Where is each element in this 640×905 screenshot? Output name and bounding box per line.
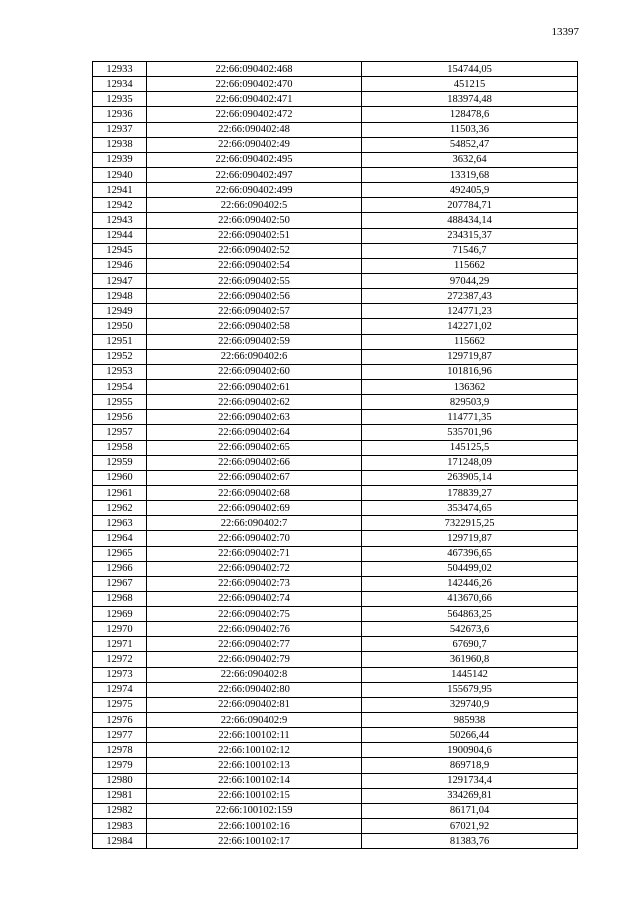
table-row [93, 152, 578, 167]
cadastral-value-cell: 869718,9 [362, 758, 578, 773]
table-row [93, 92, 578, 107]
cadastral-value-cell: 234315,37 [362, 228, 578, 243]
cadastral-number-cell: 22:66:090402:51 [147, 228, 362, 243]
cadastral-value-cell: 67690,7 [362, 637, 578, 652]
cadastral-number-cell: 22:66:090402:59 [147, 334, 362, 349]
table-row [93, 788, 578, 803]
table-row [93, 607, 578, 622]
table-row [93, 304, 578, 319]
row-number-cell: 12976 [93, 713, 147, 728]
cadastral-number-cell: 22:66:090402:60 [147, 364, 362, 379]
row-number-cell: 12941 [93, 183, 147, 198]
cadastral-number-cell: 22:66:090402:468 [147, 62, 362, 77]
table-row [93, 834, 578, 849]
cadastral-number-cell: 22:66:090402:81 [147, 697, 362, 712]
row-number-cell: 12942 [93, 198, 147, 213]
cadastral-value-cell: 413670,66 [362, 591, 578, 606]
cadastral-value-cell: 542673,6 [362, 622, 578, 637]
cadastral-value-cell: 535701,96 [362, 425, 578, 440]
table-row [93, 531, 578, 546]
cadastral-number-cell: 22:66:100102:13 [147, 758, 362, 773]
page-number: 13397 [551, 26, 579, 38]
row-number-cell: 12963 [93, 516, 147, 531]
table-row [93, 319, 578, 334]
row-number-cell: 12934 [93, 77, 147, 92]
table-row [93, 364, 578, 379]
table-row [93, 561, 578, 576]
table-row [93, 470, 578, 485]
table-row [93, 546, 578, 561]
cadastral-number-cell: 22:66:090402:65 [147, 440, 362, 455]
cadastral-number-cell: 22:66:090402:70 [147, 531, 362, 546]
table-row [93, 289, 578, 304]
cadastral-value-cell: 11503,36 [362, 122, 578, 137]
cadastral-number-cell: 22:66:090402:54 [147, 258, 362, 273]
cadastral-value-cell: 67021,92 [362, 819, 578, 834]
cadastral-number-cell: 22:66:090402:64 [147, 425, 362, 440]
table-row [93, 819, 578, 834]
cadastral-value-table [92, 61, 578, 849]
cadastral-value-cell: 1445142 [362, 667, 578, 682]
row-number-cell: 12945 [93, 243, 147, 258]
cadastral-number-cell: 22:66:090402:61 [147, 379, 362, 394]
row-number-cell: 12981 [93, 788, 147, 803]
row-number-cell: 12938 [93, 137, 147, 152]
cadastral-value-cell: 142446,26 [362, 576, 578, 591]
row-number-cell: 12947 [93, 273, 147, 288]
cadastral-value-cell: 129719,87 [362, 531, 578, 546]
cadastral-value-cell: 3632,64 [362, 152, 578, 167]
row-number-cell: 12965 [93, 546, 147, 561]
cadastral-number-cell: 22:66:090402:75 [147, 607, 362, 622]
table-row [93, 425, 578, 440]
row-number-cell: 12979 [93, 758, 147, 773]
cadastral-value-cell: 488434,14 [362, 213, 578, 228]
table-row [93, 258, 578, 273]
row-number-cell: 12970 [93, 622, 147, 637]
row-number-cell: 12977 [93, 728, 147, 743]
cadastral-number-cell: 22:66:100102:16 [147, 819, 362, 834]
cadastral-value-cell: 504499,02 [362, 561, 578, 576]
row-number-cell: 12962 [93, 501, 147, 516]
cadastral-number-cell: 22:66:090402:67 [147, 470, 362, 485]
cadastral-number-cell: 22:66:090402:58 [147, 319, 362, 334]
table-row [93, 107, 578, 122]
cadastral-number-cell: 22:66:090402:72 [147, 561, 362, 576]
cadastral-number-cell: 22:66:090402:8 [147, 667, 362, 682]
table-row [93, 228, 578, 243]
row-number-cell: 12939 [93, 152, 147, 167]
table-row [93, 213, 578, 228]
row-number-cell: 12951 [93, 334, 147, 349]
cadastral-value-cell: 451215 [362, 77, 578, 92]
cadastral-number-cell: 22:66:090402:74 [147, 591, 362, 606]
cadastral-number-cell: 22:66:090402:55 [147, 273, 362, 288]
cadastral-value-cell: 145125,5 [362, 440, 578, 455]
row-number-cell: 12968 [93, 591, 147, 606]
cadastral-value-cell: 97044,29 [362, 273, 578, 288]
cadastral-value-cell: 1900904,6 [362, 743, 578, 758]
table-row [93, 198, 578, 213]
cadastral-number-cell: 22:66:090402:73 [147, 576, 362, 591]
table-row [93, 591, 578, 606]
cadastral-value-cell: 71546,7 [362, 243, 578, 258]
table-row [93, 62, 578, 77]
row-number-cell: 12974 [93, 682, 147, 697]
table-row [93, 183, 578, 198]
cadastral-number-cell: 22:66:100102:12 [147, 743, 362, 758]
cadastral-value-cell: 129719,87 [362, 349, 578, 364]
cadastral-value-cell: 829503,9 [362, 395, 578, 410]
row-number-cell: 12969 [93, 607, 147, 622]
cadastral-number-cell: 22:66:100102:159 [147, 803, 362, 818]
cadastral-value-cell: 142271,02 [362, 319, 578, 334]
cadastral-value-cell: 207784,71 [362, 198, 578, 213]
cadastral-value-cell: 115662 [362, 334, 578, 349]
row-number-cell: 12950 [93, 319, 147, 334]
row-number-cell: 12948 [93, 289, 147, 304]
cadastral-number-cell: 22:66:090402:48 [147, 122, 362, 137]
cadastral-value-cell: 115662 [362, 258, 578, 273]
row-number-cell: 12966 [93, 561, 147, 576]
table-row [93, 243, 578, 258]
row-number-cell: 12961 [93, 485, 147, 500]
row-number-cell: 12967 [93, 576, 147, 591]
cadastral-value-cell: 13319,68 [362, 167, 578, 182]
cadastral-value-cell: 353474,65 [362, 501, 578, 516]
cadastral-number-cell: 22:66:090402:63 [147, 410, 362, 425]
cadastral-number-cell: 22:66:090402:9 [147, 713, 362, 728]
cadastral-value-cell: 329740,9 [362, 697, 578, 712]
cadastral-number-cell: 22:66:090402:79 [147, 652, 362, 667]
cadastral-number-cell: 22:66:090402:49 [147, 137, 362, 152]
row-number-cell: 12944 [93, 228, 147, 243]
cadastral-number-cell: 22:66:090402:471 [147, 92, 362, 107]
table-row [93, 667, 578, 682]
cadastral-value-cell: 564863,25 [362, 607, 578, 622]
cadastral-value-cell: 136362 [362, 379, 578, 394]
table-row [93, 455, 578, 470]
row-number-cell: 12980 [93, 773, 147, 788]
row-number-cell: 12949 [93, 304, 147, 319]
cadastral-value-cell: 155679,95 [362, 682, 578, 697]
table-body [93, 62, 578, 849]
cadastral-number-cell: 22:66:090402:80 [147, 682, 362, 697]
cadastral-value-cell: 361960,8 [362, 652, 578, 667]
table-row [93, 77, 578, 92]
row-number-cell: 12959 [93, 455, 147, 470]
table-row [93, 697, 578, 712]
cadastral-value-cell: 492405,9 [362, 183, 578, 198]
cadastral-number-cell: 22:66:090402:57 [147, 304, 362, 319]
row-number-cell: 12984 [93, 834, 147, 849]
cadastral-number-cell: 22:66:100102:14 [147, 773, 362, 788]
table-row [93, 652, 578, 667]
row-number-cell: 12972 [93, 652, 147, 667]
row-number-cell: 12935 [93, 92, 147, 107]
cadastral-number-cell: 22:66:090402:495 [147, 152, 362, 167]
row-number-cell: 12933 [93, 62, 147, 77]
table-row [93, 410, 578, 425]
cadastral-value-cell: 178839,27 [362, 485, 578, 500]
table-row [93, 576, 578, 591]
cadastral-number-cell: 22:66:090402:470 [147, 77, 362, 92]
cadastral-value-cell: 985938 [362, 713, 578, 728]
cadastral-value-cell: 334269,81 [362, 788, 578, 803]
row-number-cell: 12956 [93, 410, 147, 425]
cadastral-number-cell: 22:66:090402:71 [147, 546, 362, 561]
cadastral-value-cell: 467396,65 [362, 546, 578, 561]
table-row [93, 122, 578, 137]
row-number-cell: 12973 [93, 667, 147, 682]
cadastral-value-cell: 272387,43 [362, 289, 578, 304]
table-row [93, 803, 578, 818]
table-row [93, 728, 578, 743]
table-row [93, 682, 578, 697]
table-row [93, 773, 578, 788]
cadastral-value-cell: 54852,47 [362, 137, 578, 152]
cadastral-number-cell: 22:66:090402:6 [147, 349, 362, 364]
cadastral-number-cell: 22:66:100102:17 [147, 834, 362, 849]
row-number-cell: 12958 [93, 440, 147, 455]
cadastral-number-cell: 22:66:090402:62 [147, 395, 362, 410]
cadastral-number-cell: 22:66:090402:5 [147, 198, 362, 213]
row-number-cell: 12954 [93, 379, 147, 394]
table-row [93, 622, 578, 637]
row-number-cell: 12964 [93, 531, 147, 546]
cadastral-number-cell: 22:66:090402:497 [147, 167, 362, 182]
table-row [93, 273, 578, 288]
cadastral-number-cell: 22:66:090402:56 [147, 289, 362, 304]
cadastral-number-cell: 22:66:090402:68 [147, 485, 362, 500]
row-number-cell: 12955 [93, 395, 147, 410]
row-number-cell: 12953 [93, 364, 147, 379]
table-row [93, 334, 578, 349]
table-row [93, 440, 578, 455]
cadastral-number-cell: 22:66:090402:7 [147, 516, 362, 531]
row-number-cell: 12978 [93, 743, 147, 758]
row-number-cell: 12940 [93, 167, 147, 182]
cadastral-number-cell: 22:66:090402:472 [147, 107, 362, 122]
table-row [93, 501, 578, 516]
cadastral-value-cell: 154744,05 [362, 62, 578, 77]
cadastral-number-cell: 22:66:090402:50 [147, 213, 362, 228]
row-number-cell: 12943 [93, 213, 147, 228]
cadastral-number-cell: 22:66:100102:11 [147, 728, 362, 743]
table-row [93, 516, 578, 531]
cadastral-value-cell: 7322915,25 [362, 516, 578, 531]
row-number-cell: 12957 [93, 425, 147, 440]
cadastral-value-cell: 128478,6 [362, 107, 578, 122]
cadastral-value-cell: 101816,96 [362, 364, 578, 379]
row-number-cell: 12975 [93, 697, 147, 712]
table-row [93, 349, 578, 364]
cadastral-value-cell: 171248,09 [362, 455, 578, 470]
table-row [93, 137, 578, 152]
cadastral-value-cell: 1291734,4 [362, 773, 578, 788]
cadastral-number-cell: 22:66:090402:69 [147, 501, 362, 516]
cadastral-value-cell: 263905,14 [362, 470, 578, 485]
row-number-cell: 12983 [93, 819, 147, 834]
table-row [93, 485, 578, 500]
cadastral-value-cell: 124771,23 [362, 304, 578, 319]
table-row [93, 395, 578, 410]
table-row [93, 379, 578, 394]
cadastral-number-cell: 22:66:100102:15 [147, 788, 362, 803]
row-number-cell: 12982 [93, 803, 147, 818]
table-row [93, 743, 578, 758]
row-number-cell: 12971 [93, 637, 147, 652]
row-number-cell: 12952 [93, 349, 147, 364]
row-number-cell: 12936 [93, 107, 147, 122]
cadastral-value-cell: 114771,35 [362, 410, 578, 425]
table-row [93, 713, 578, 728]
row-number-cell: 12960 [93, 470, 147, 485]
row-number-cell: 12937 [93, 122, 147, 137]
table-row [93, 167, 578, 182]
cadastral-number-cell: 22:66:090402:66 [147, 455, 362, 470]
cadastral-value-cell: 86171,04 [362, 803, 578, 818]
row-number-cell: 12946 [93, 258, 147, 273]
cadastral-number-cell: 22:66:090402:499 [147, 183, 362, 198]
cadastral-number-cell: 22:66:090402:76 [147, 622, 362, 637]
cadastral-value-cell: 81383,76 [362, 834, 578, 849]
table-row [93, 758, 578, 773]
cadastral-number-cell: 22:66:090402:77 [147, 637, 362, 652]
cadastral-number-cell: 22:66:090402:52 [147, 243, 362, 258]
table-row [93, 637, 578, 652]
cadastral-value-cell: 50266,44 [362, 728, 578, 743]
cadastral-value-cell: 183974,48 [362, 92, 578, 107]
